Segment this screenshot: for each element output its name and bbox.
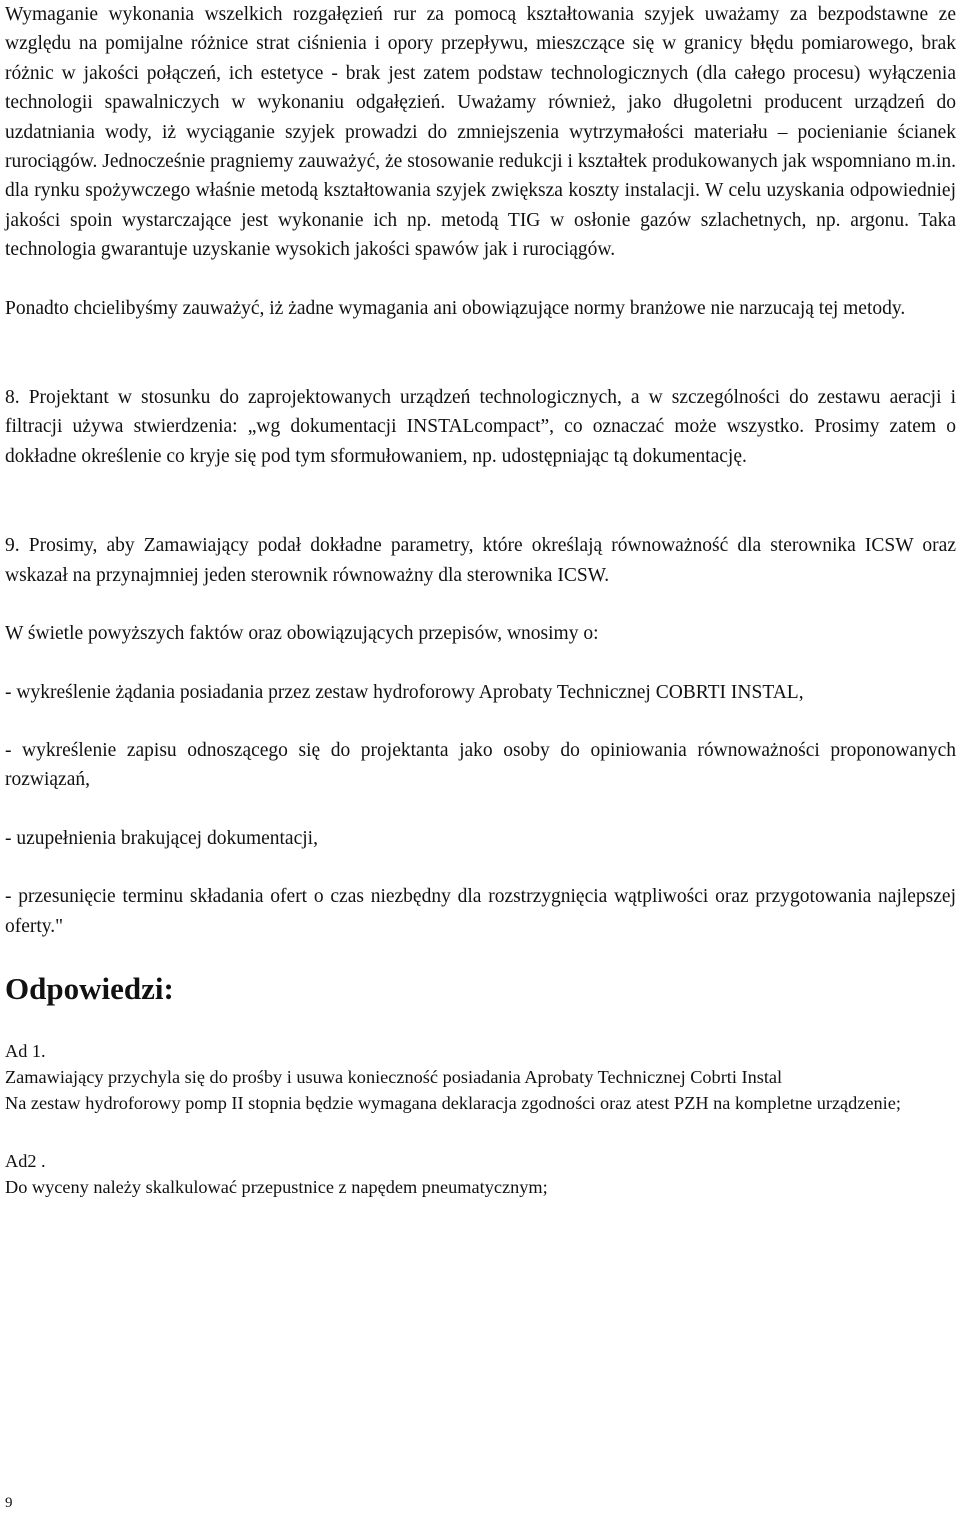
paragraph-point-9: 9. Prosimy, aby Zamawiający podał dokładne parametry, które określają równoważność dla sterownika ICSW oraz wskazał na przynajmniej jeden sterownik równoważny dla sterownika ICSW.: [5, 535, 956, 586]
answer-2-line-1: Do wyceny należy skalkulować przepustnice z napędem pneumatycznym;: [5, 1176, 548, 1197]
answer-1-line-2: Na zestaw hydroforowy pomp II stopnia będzie wymagana deklaracja zgodności oraz atest PZH na kompletne urządzenie;: [5, 1093, 901, 1114]
request-item-4: - przesunięcie terminu składania ofert o czas niezbędny dla rozstrzygnięcia wątpliwości oraz przygotowania najlepszej oferty.": [5, 886, 956, 937]
answers-heading: Odpowiedzi:: [5, 970, 174, 1006]
request-item-3: - uzupełnienia brakującej dokumentacji,: [5, 827, 318, 849]
request-item-2: - wykreślenie zapisu odnoszącego się do projektanta jako osoby do opiniowania równoważności proponowanych rozwiązań,: [5, 739, 956, 791]
answer-2-label: Ad2 .: [5, 1150, 46, 1171]
paragraph-branch-welding: Wymaganie wykonania wszelkich rozgałęzień rur za pomocą kształtowania szyjek uważamy za bezpodstawne ze względu na pomijalne różnice strat ciśnienia i opory przepływu, mieszczące się w granicy błędu pomiarowego, brak różnic w jakości połączeń, ich estetyce - brak jest zatem podstaw technologicznych (dla całego procesu) wyłączenia technologii spawalniczych w wykonaniu odgałęzień. Uważamy również, jako długoletni producent urządzeń do uzdatniania wody, iż wyciąganie szyjek prowadzi do zmniejszenia wytrzymałości materiału – pocienianie ścianek rurociągów. Jednocześnie pragniemy zauważyć, że stosowanie redukcji i kształtek produkowanych jak wspomniano m.in. dla rynku spożywczego właśnie metodą kształtowania szyjek zwiększa koszty instalacji. W celu uzyskania odpowiedniej jakości spoin wystarczające jest wykonanie ich np. metodą TIG w osłonie gazów szlachetnych, np. argonu. Taka technologia gwarantuje uzyskanie wysokich jakości spawów jak i rurociągów.: [5, 4, 956, 261]
page-number: 9: [5, 1495, 13, 1511]
paragraph-norms: Ponadto chcielibyśmy zauważyć, iż żadne wymagania ani obowiązujące normy branżowe nie narzucają tej metody.: [5, 297, 906, 319]
request-item-1: - wykreślenie żądania posiadania przez zestaw hydroforowy Aprobaty Technicznej COBRTI INSTAL,: [5, 681, 804, 703]
answer-1-label: Ad 1.: [5, 1040, 46, 1061]
answer-1-line-1: Zamawiający przychyla się do prośby i usuwa konieczność posiadania Aprobaty Technicznej Cobrti Instal: [5, 1067, 783, 1088]
document-page: [5, 0, 956, 1200]
paragraph-point-8: 8. Projektant w stosunku do zaprojektowanych urządzeń technologicznych, a w szczególności do zestawu aeracji i filtracji używa stwierdzenia: „wg dokumentacji INSTALcompact”, co oznaczać może wszystko. Prosimy zatem o dokładne określenie co kryje się pod tym sformułowaniem, np. udostępniając tą dokumentację.: [5, 387, 956, 467]
paragraph-request-intro: W świetle powyższych faktów oraz obowiązujących przepisów, wnosimy o:: [5, 623, 599, 645]
